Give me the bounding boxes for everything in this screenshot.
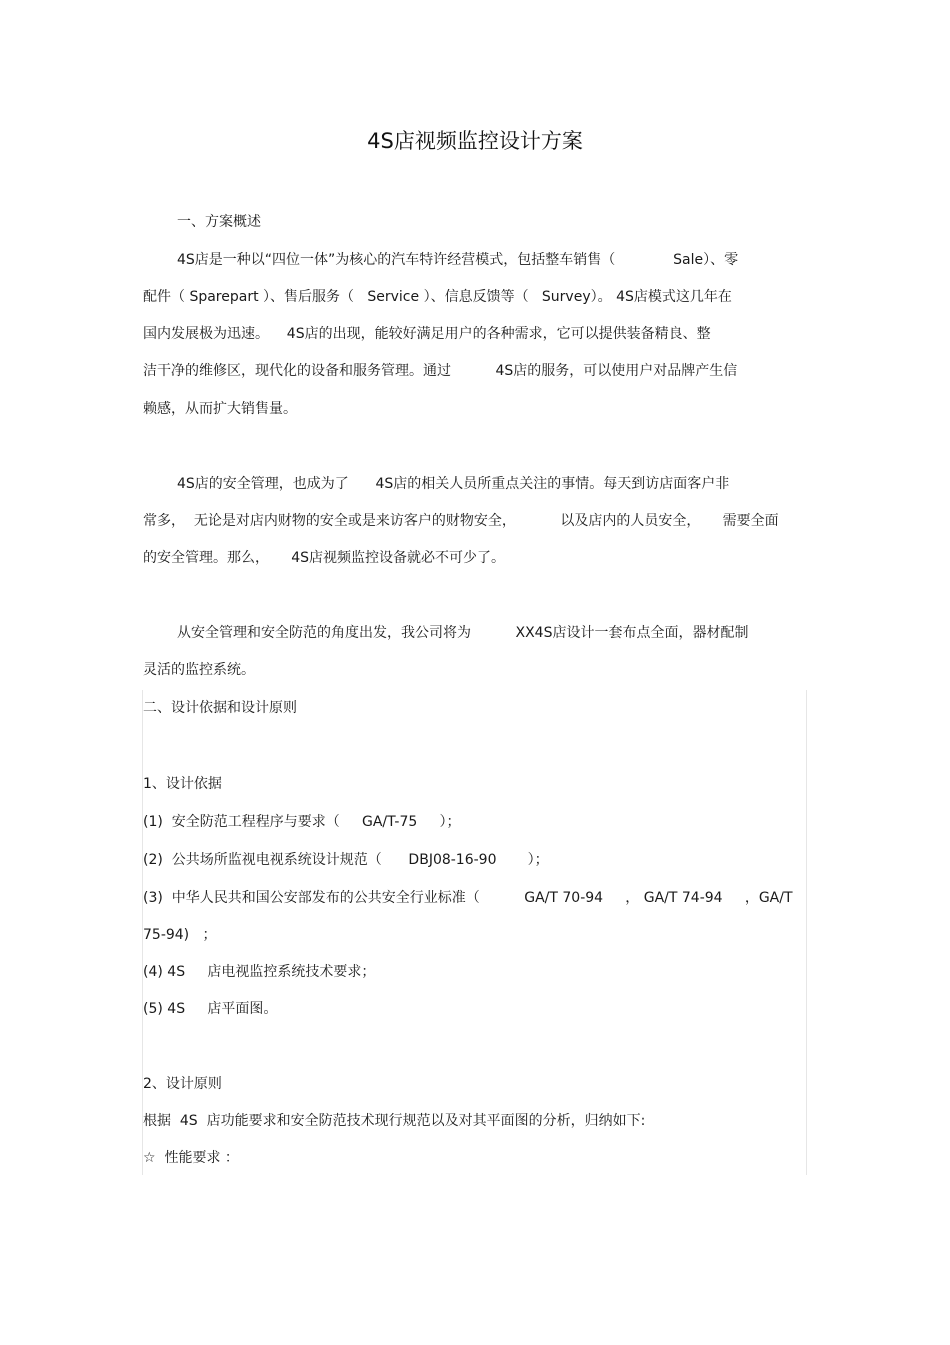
basis-item: (4) 4S 店电视监控系统技术要求； — [143, 964, 376, 980]
section-heading-overview: 一、方案概述 — [177, 214, 261, 230]
paragraph-line: 洁干净的维修区，现代化的设备和服务管理。通过 4S店的服务，可以使用户对品牌产生信 — [143, 363, 738, 379]
document-title: 4S店视频监控设计方案 — [367, 129, 583, 153]
section-heading-design: 二、设计依据和设计原则 — [143, 700, 297, 716]
basis-item: (1) 安全防范工程程序与要求（ GA/T-75 ）； — [143, 814, 461, 830]
subsection-heading-principles: 2、设计原则 — [143, 1076, 222, 1092]
paragraph-line: 赖感，从而扩大销售量。 — [143, 401, 297, 417]
basis-item: 75-94) ； — [143, 927, 217, 943]
paragraph-line: 灵活的监控系统。 — [143, 662, 255, 678]
basis-item: (5) 4S 店平面图。 — [143, 1001, 278, 1017]
basis-item: (2) 公共场所监视电视系统设计规范（ DBJ08-16-90 ）； — [143, 852, 549, 868]
paragraph-line: 的安全管理。那么， 4S店视频监控设备就必不可少了。 — [143, 550, 506, 566]
paragraph-line: 4S店的安全管理，也成为了 4S店的相关人员所重点关注的事情。每天到访店面客户非 — [177, 476, 730, 492]
performance-requirements-label: ☆ 性能要求 ： — [143, 1150, 239, 1166]
paragraph-line: 配件（ Sparepart ）、售后服务（ Service ）、信息反馈等（ Survey）。 4S店模式这几年在 — [143, 289, 732, 305]
subsection-heading-basis: 1、设计依据 — [143, 776, 222, 792]
paragraph-line: 国内发展极为迅速。 4S店的出现，能较好满足用户的各种需求，它可以提供装备精良、整 — [143, 326, 711, 342]
basis-item: (3) 中华人民共和国公安部发布的公共安全行业标准（ GA/T 70-94 ， GA/T 74-94 ，GA/T — [143, 890, 793, 906]
frame-border-right — [806, 690, 807, 1175]
paragraph-line: 从安全管理和安全防范的角度出发，我公司将为 XX4S店设计一套布点全面，器材配制 — [177, 625, 749, 641]
paragraph-line: 4S店是一种以“四位一体”为核心的汽车特许经营模式，包括整车销售（ Sale）、零 — [177, 252, 739, 268]
principle-intro: 根据 4S 店功能要求和安全防范技术现行规范以及对其平面图的分析，归纳如下: — [143, 1113, 646, 1129]
paragraph-line: 常多， 无论是对店内财物的安全或是来访客户的财物安全， 以及店内的人员安全， 需要全面 — [143, 513, 779, 529]
